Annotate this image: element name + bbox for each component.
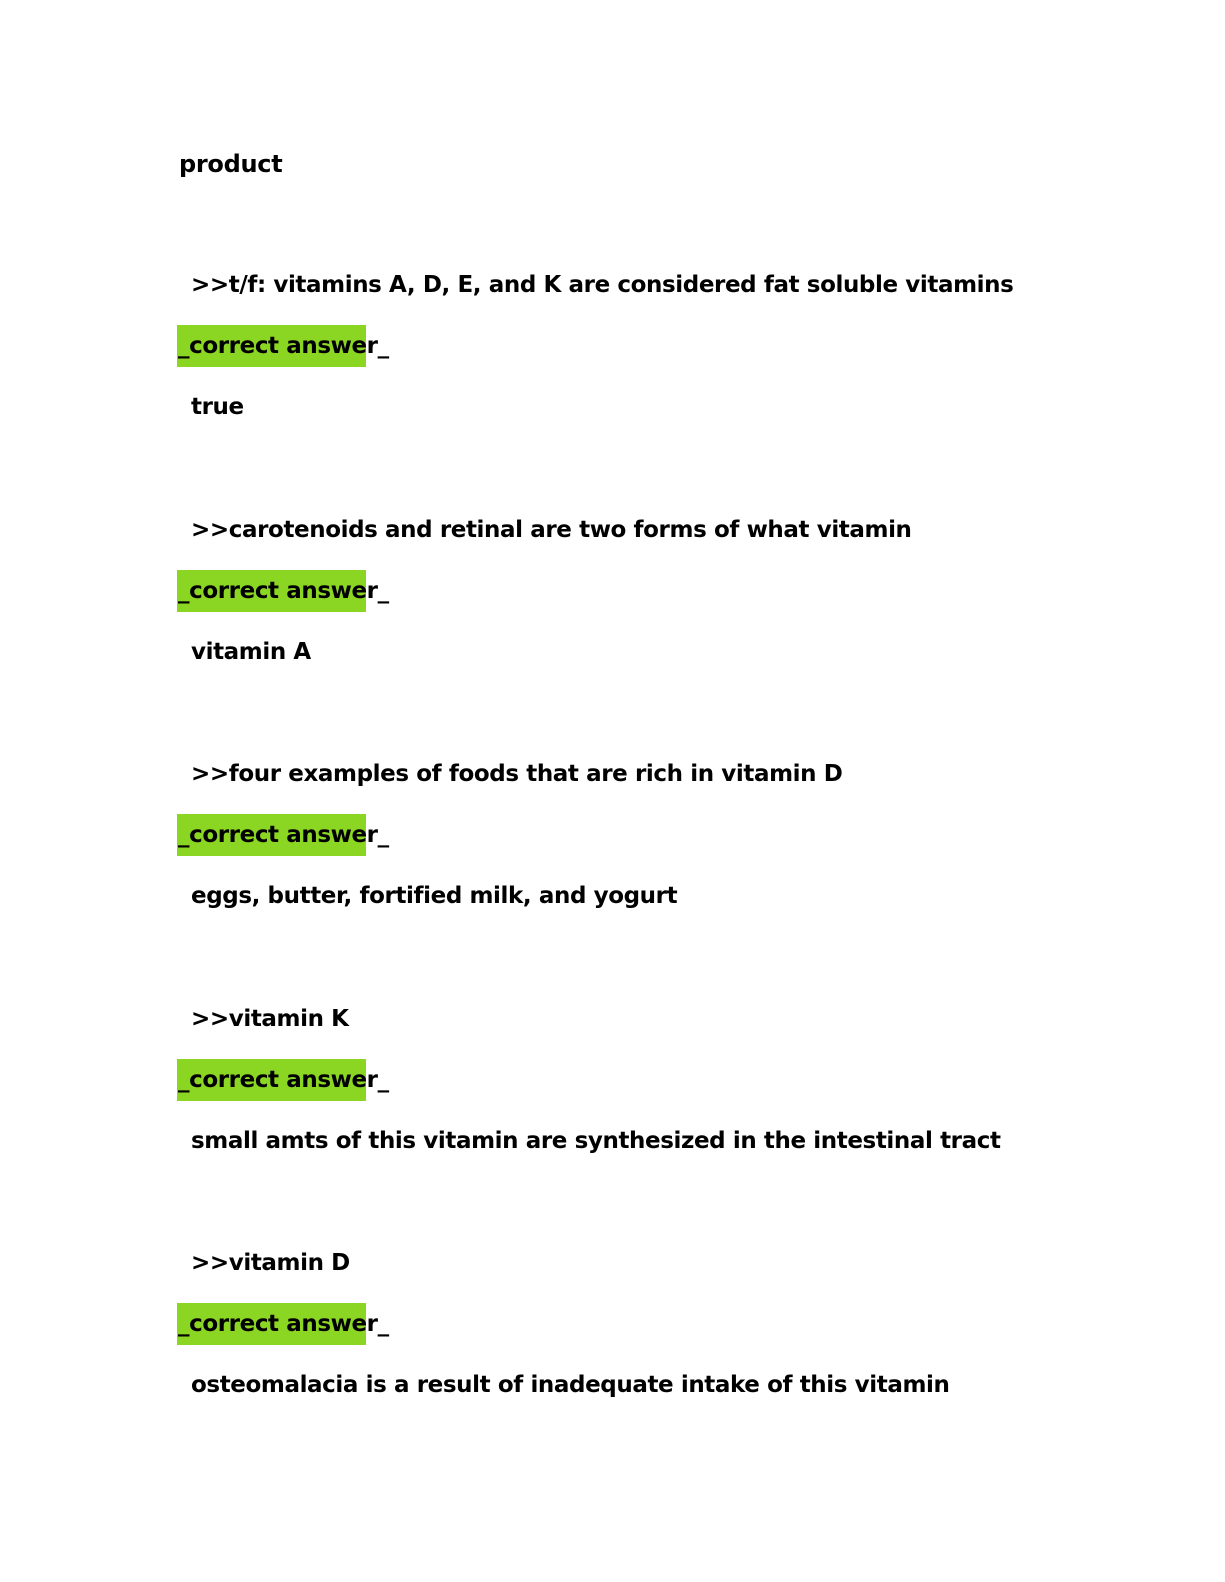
- question-text: >>four examples of foods that are rich in vitamin D: [191, 761, 843, 787]
- qa-item: [0, 1246, 1225, 1446]
- page-title: product: [179, 150, 283, 178]
- question-text: >>t/f: vitamins A, D, E, and K are considered fat soluble vitamins: [191, 272, 1014, 298]
- answer-text: true: [191, 394, 244, 420]
- qa-item: [0, 268, 1225, 468]
- answer-text: eggs, butter, fortified milk, and yogurt: [191, 883, 678, 909]
- question-text: >>vitamin D: [191, 1250, 350, 1276]
- correct-answer-label: _correct answer_: [177, 1303, 366, 1345]
- qa-item: [0, 513, 1225, 713]
- answer-text: osteomalacia is a result of inadequate intake of this vitamin: [191, 1372, 950, 1398]
- question-text: >>carotenoids and retinal are two forms of what vitamin: [191, 517, 912, 543]
- correct-answer-label: _correct answer_: [177, 1059, 366, 1101]
- answer-text: small amts of this vitamin are synthesized in the intestinal tract: [191, 1128, 1001, 1154]
- correct-answer-label: _correct answer_: [177, 814, 366, 856]
- qa-item: [0, 757, 1225, 957]
- answer-text: vitamin A: [191, 639, 311, 665]
- correct-answer-label: _correct answer_: [177, 570, 366, 612]
- qa-item: [0, 1002, 1225, 1202]
- question-text: >>vitamin K: [191, 1006, 349, 1032]
- correct-answer-label: _correct answer_: [177, 325, 366, 367]
